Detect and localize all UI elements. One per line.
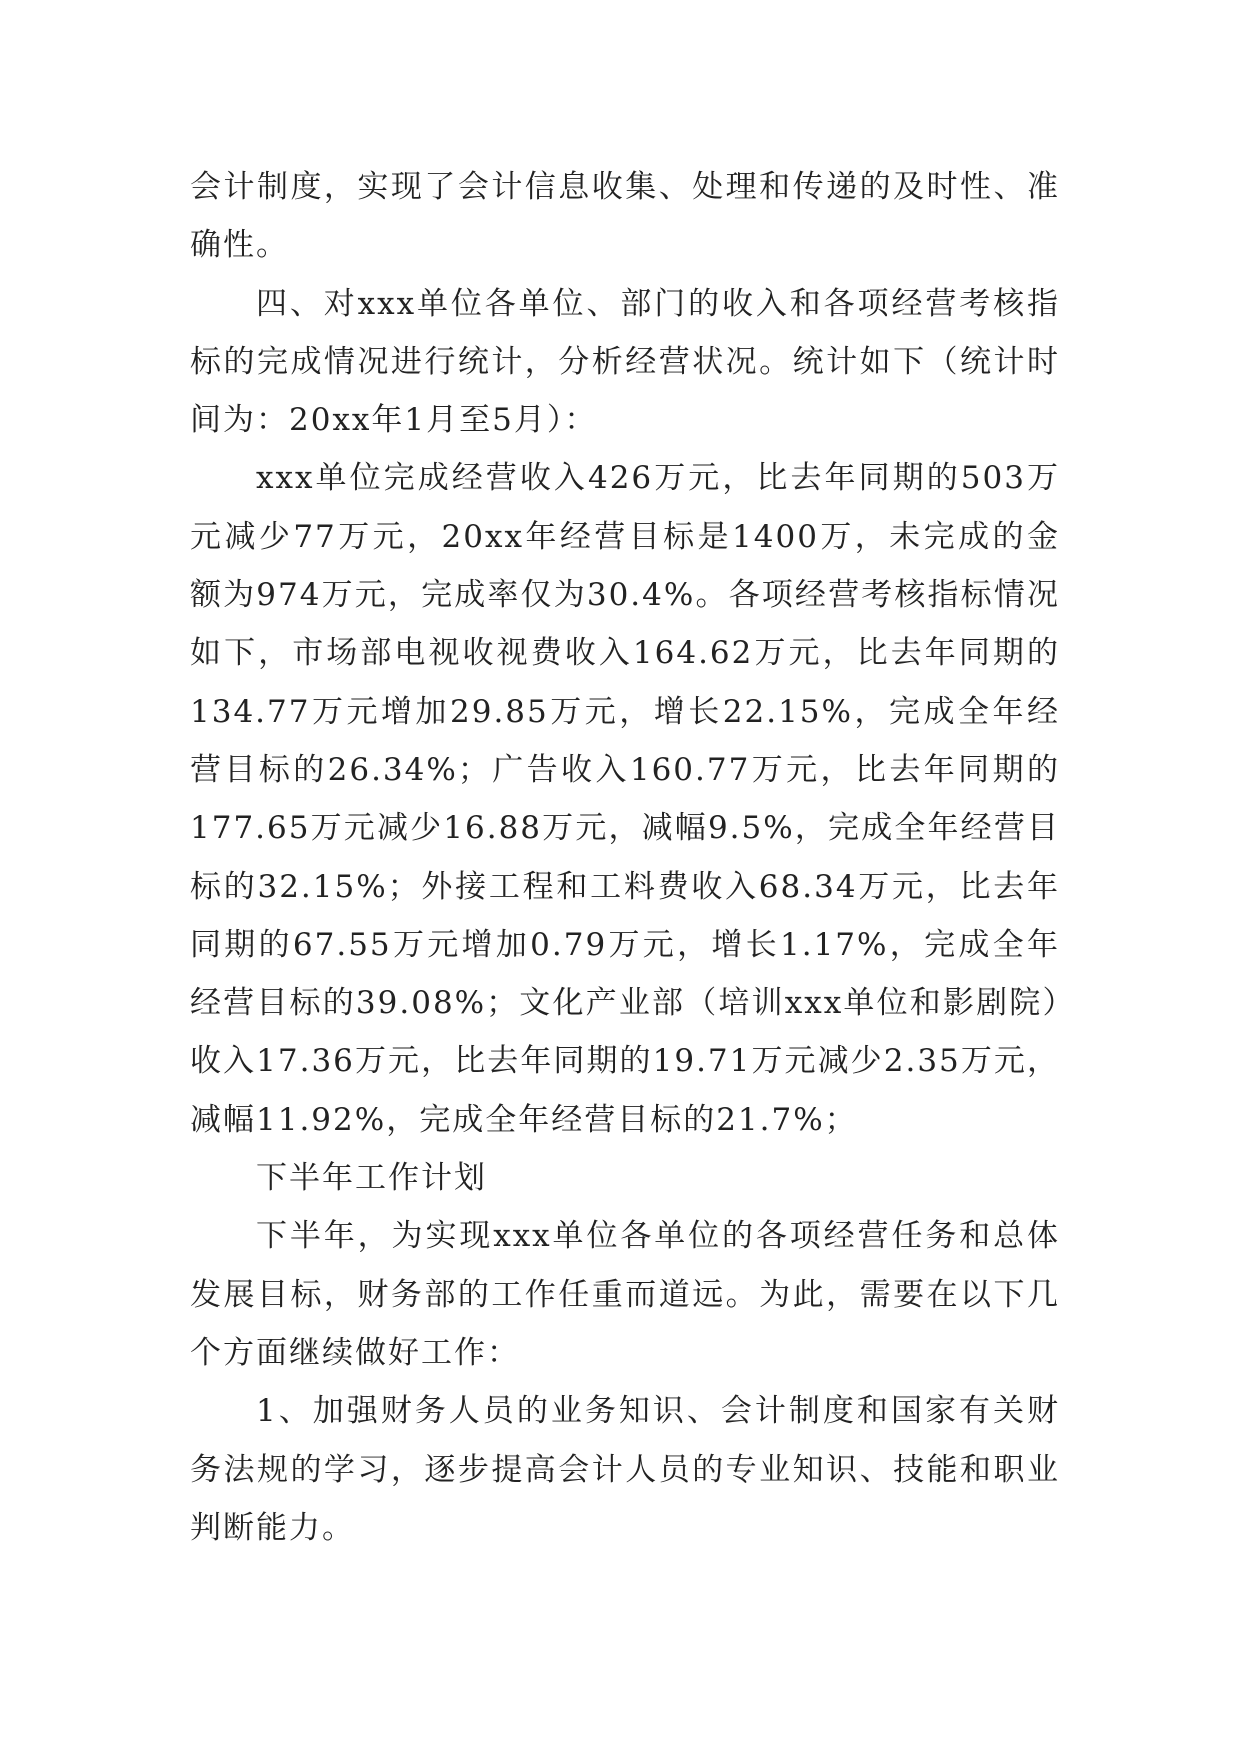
paragraph-revenue-statistics: xxx单位完成经营收入426万元，比去年同期的503万元减少77万元，20xx年经营目标是1400万，未完成的金额为974万元，完成率仅为30.4%。各项经营考核指标情况如下，市场部电视收视费收入164.62万元，比去年同期的134.77万元增加29.85万元，增长22.15%，完成全年经营目标的26.34%；广告收入160.77万元，比去年同期的177.65万元减少16.88万元，减幅9.5%，完成全年经营目标的32.15%；外接工程和工料费收入68.34万元，比去年同期的67.55万元增加0.79万元，增长1.17%，完成全年经营目标的39.08%；文化产业部（培训xxx单位和影剧院）收入17.36万元，比去年同期的19.71万元减少2.35万元，减幅11.92%，完成全年经营目标的21.7%； — [190, 460, 1060, 1138]
document-body — [190, 158, 1060, 1557]
paragraph-accounting-system: 会计制度，实现了会计信息收集、处理和传递的及时性、准确性。 — [190, 169, 1060, 264]
paragraph-second-half-intro: 下半年，为实现xxx单位各单位的各项经营任务和总体发展目标，财务部的工作任重而道远。为此，需要在以下几个方面继续做好工作： — [190, 1218, 1060, 1371]
paragraph-section-four: 四、对xxx单位各单位、部门的收入和各项经营考核指标的完成情况进行统计，分析经营状况。统计如下（统计时间为：20xx年1月至5月）： — [190, 285, 1060, 439]
section-heading-second-half-plan: 下半年工作计划 — [256, 1160, 487, 1197]
paragraph-plan-item-1: 1、加强财务人员的业务知识、会计制度和国家有关财务法规的学习，逐步提高会计人员的专业知识、技能和职业判断能力。 — [190, 1393, 1060, 1546]
